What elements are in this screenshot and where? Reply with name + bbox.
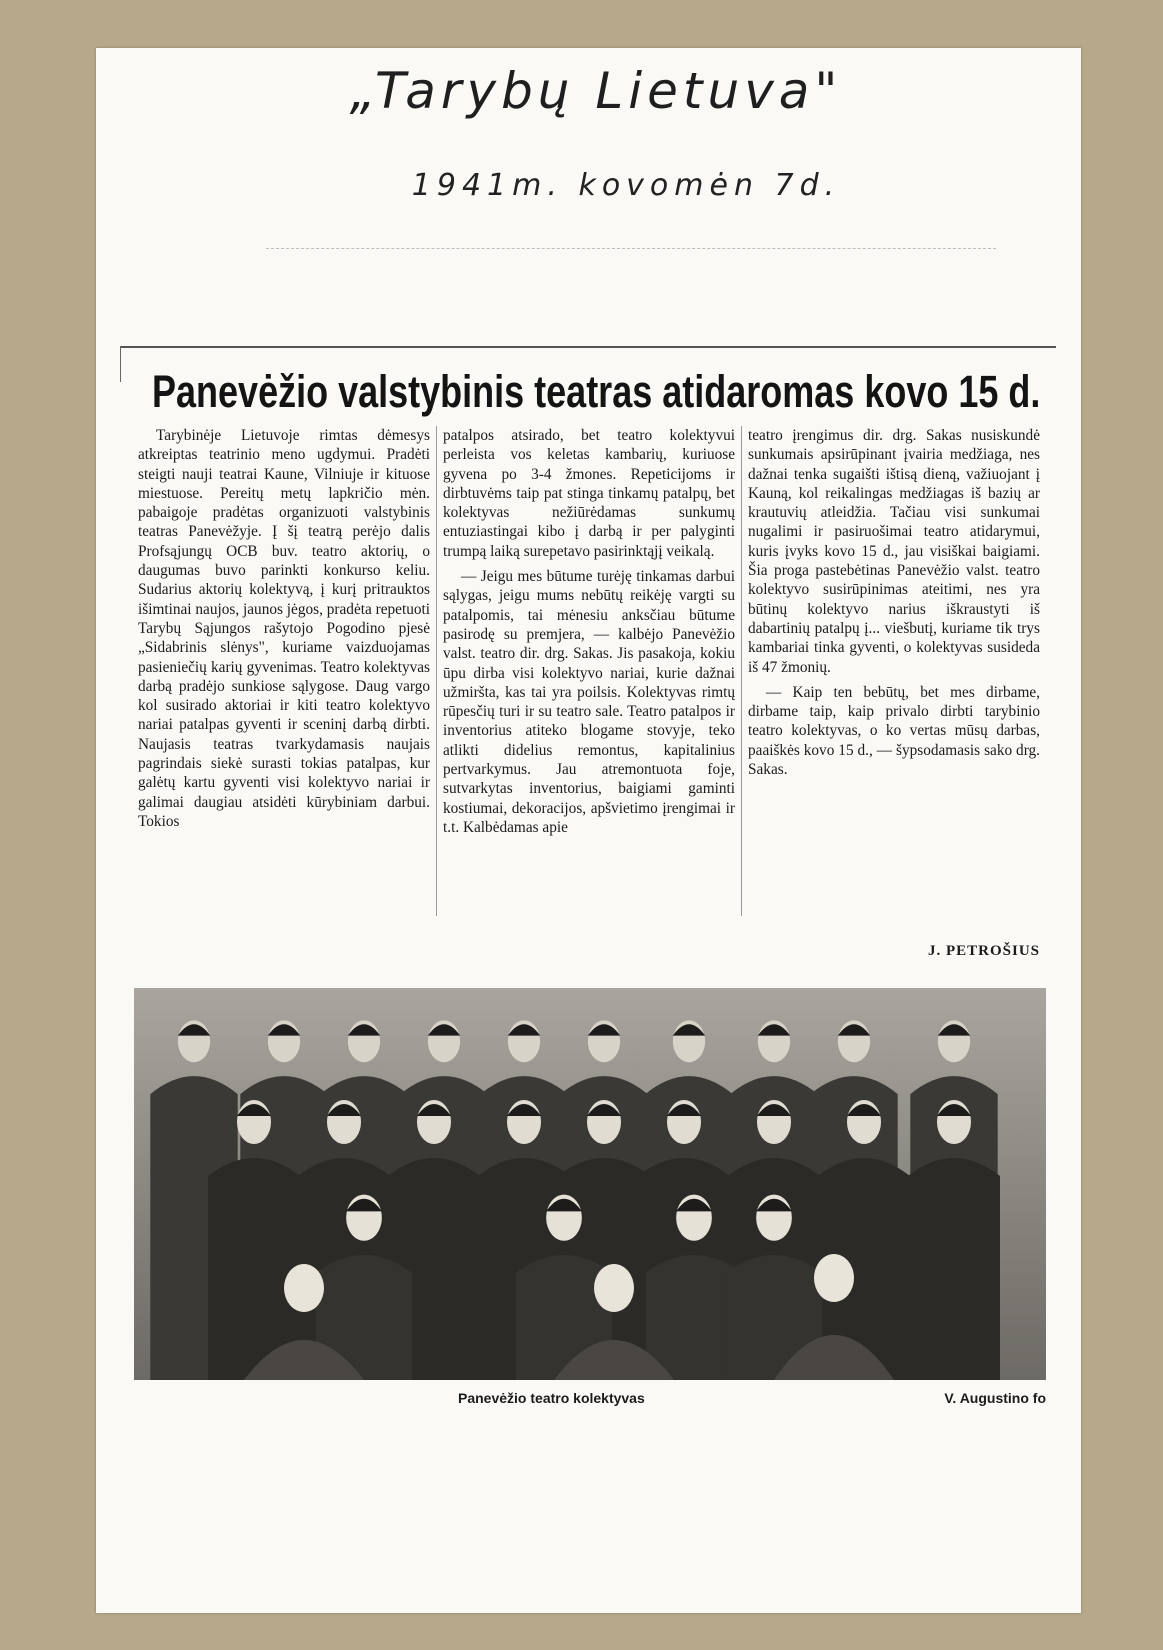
group-photo-image <box>134 988 1046 1380</box>
article-column-2 <box>443 426 735 837</box>
header-rule-tick <box>120 346 121 382</box>
group-photo <box>134 988 1046 1380</box>
photo-caption: Panevėžio teatro kolektyvas <box>458 1390 645 1406</box>
article-byline: J. PETROŠIUS <box>927 943 1040 959</box>
article-headline: Panevėžio valstybinis teatras atidaromas kovo 15 d. <box>152 366 1041 417</box>
column-1-text: Tarybinėje Lietuvoje rimtas dėmesys atkreiptas teatrinio meno ugdymui. Pradėti steigti nauji teatrai Kaune, Vilniuje ir kituose miestuose. Pereitų metų lapkričio mėn. pabaigoje pradėtas organizuoti valstybinis teatras Panevėžyje. Į šį teatrą perėjo dalis Profsąjungų OCB buv. teatro aktorių, o daugumas buvo parinkti konkurso keliu. Sudarius aktorių kolektyvą, į kurį pritrauktos išimtinai naujos, jaunos jėgos, pradėta repetuoti Tarybų Sąjungos rašytojo Pogodino pjesė „Sidabrinis slėnys", kuriame vaizduojamas pasieniečių karių gyvenimas. Teatro kolektyvas darbą pradėjo sunkiose sąlygose. Daug vargo kol susirado aktoriai ir kiti teatro kolektyvo nariai patalpas gyventi ir sceninį darbą dirbti. Naujasis teatras tvarkydamasis naujais pagrindais siekė surasti tokias patalpas, kur galėtų kartu gyventi visi kolektyvo nariai ir galimai daugiau atsidėti kūrybiniam darbui. Tokios <box>138 427 430 830</box>
handwritten-newspaper-name: „Tarybų Lietuva" <box>349 62 843 120</box>
column-3-text-a: teatro įrengimus dir. drg. Sakas nusiskundė sunkumais apsirūpinant įvairia medžiaga, nes dažnai tenka sugaišti ištisą dieną, važiuojant į Kauną, kol reikalingas medžiagas iš bazių ar krautuvių atleidžia. Tačiau visi sunkumai nugalimi ir pasiruošimai teatro atidarymui, kuris įvyks kovo 15 d., jau visiškai baigiami. Šia proga pastebėtinas Panevėžio valst. teatro kolektyvo susirūpinimas ateitimi, nes yra būtinų kolektyvo narius iškraustyti iš dabartinių patalpų į... viešbutį, kuriame tik trys kambariai tinka gyventi, o kolektyvas susideda iš 47 žmonių. <box>748 427 1040 676</box>
handwritten-date: 1941m. kovomėn 7d. <box>411 168 841 203</box>
article-column-3 <box>748 426 1040 779</box>
column-separator <box>436 426 437 916</box>
photo-credit: V. Augustino fo <box>944 1390 1046 1406</box>
header-rule <box>120 346 1056 348</box>
article-column-1 <box>138 426 430 831</box>
faint-dashed-line <box>266 248 996 249</box>
column-2-text-a: patalpos atsirado, bet teatro kolektyvui perleista vos keletas kambarių, kuriuose gyvena po 3-4 žmones. Repeticijoms ir dirbtuvėms taip pat stinga tinkamų patalpų, bet kolektyvas nežiūrėdamas sunkumų entuziastingai kibo į darbą ir per palyginti trumpą laiką surepetavo pasirinktąjį veikalą. <box>443 427 735 560</box>
column-3-text-b: — Kaip ten bebūtų, bet mes dirbame, dirbame taip, kaip privalo dirbti tarybinio teatro kolektyvas, o ko vertas mūsų darbas, paaiškės kovo 15 d., — šypsodamasis sako drg. Sakas. <box>748 683 1040 779</box>
column-2-text-b: — Jeigu mes būtume turėję tinkamas darbui sąlygas, jeigu mums nebūtų reikėję vargti su patalpomis, tai mėnesiu anksčiau būtume pasirodę su premjera, — kalbėjo Panevėžio valst. teatro dir. drg. Sakas. Jis pasakoja, kokiu ūpu dirba visi kolektyvo nariai, kurie dažnai užmiršta, kas tai yra poilsis. Kolektyvas rimtų rūpesčių turi ir su teatro sale. Teatro patalpos ir inventorius atiteko blogame stovyje, teko atlikti didelius remontus, kapitalinius pertvarkymus. Jau atremontuota foje, sutvarkytas inventorius, baigiami gaminti kostiumai, dekoracijos, apšvietimo įrengimai ir t.t. Kalbėdamas apie <box>443 568 735 836</box>
column-separator <box>741 426 742 916</box>
clipping-sheet <box>96 48 1081 1613</box>
